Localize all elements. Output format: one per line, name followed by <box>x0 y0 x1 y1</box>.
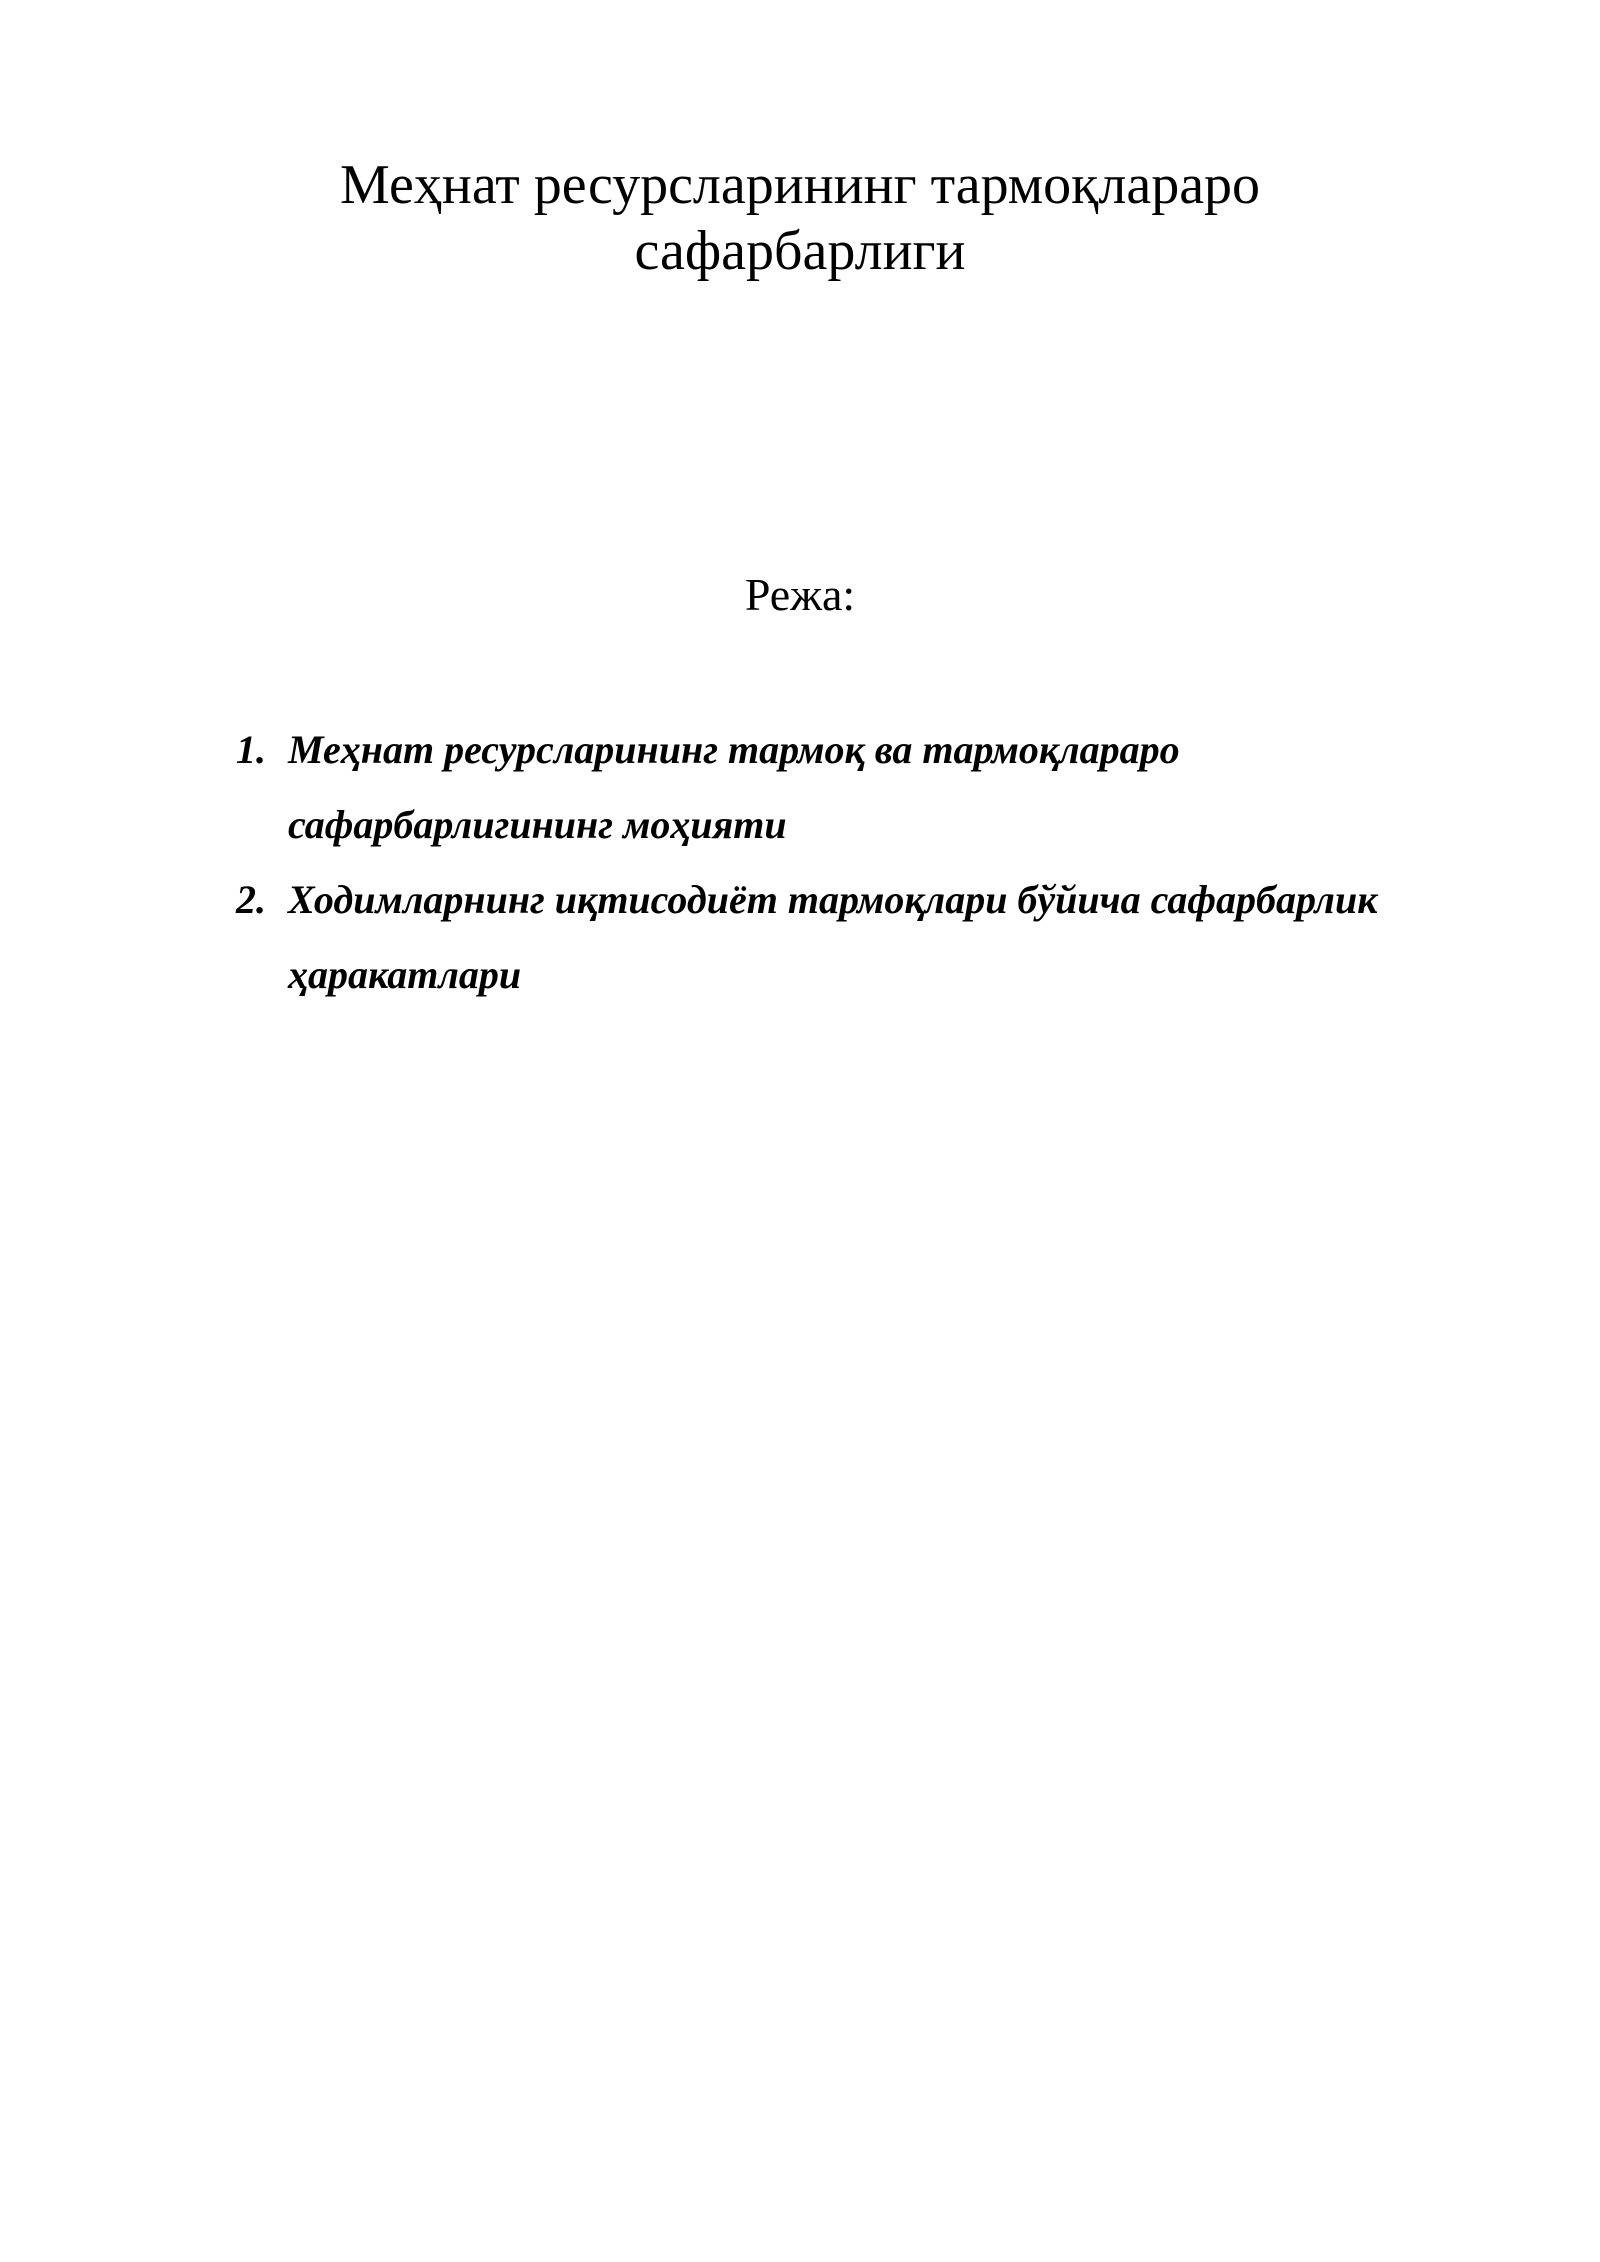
plan-item-text-line: Ходимларнинг иқтисодиёт тармоқлари бўйича сафарбарлик <box>288 877 1378 922</box>
plan-item-number: 2. <box>236 877 266 922</box>
document-title-line-1: Меҳнат ресурсларининг тармоқлараро <box>339 154 1261 216</box>
plan-item-2 <box>236 862 1536 1012</box>
plan-list <box>236 712 1536 1012</box>
plan-item-number: 1. <box>236 727 266 772</box>
plan-item-text-line: ҳаракатлари <box>288 952 522 997</box>
plan-item-1 <box>236 712 1536 862</box>
plan-item-text-line: сафарбарлигининг моҳияти <box>288 802 787 847</box>
document-title <box>0 152 1600 284</box>
plan-item-text-line: Меҳнат ресурсларининг тармоқ ва тармоқлараро <box>288 727 1180 772</box>
document-title-line-2: сафарбарлиги <box>634 220 966 282</box>
plan-heading: Режа: <box>744 569 856 620</box>
